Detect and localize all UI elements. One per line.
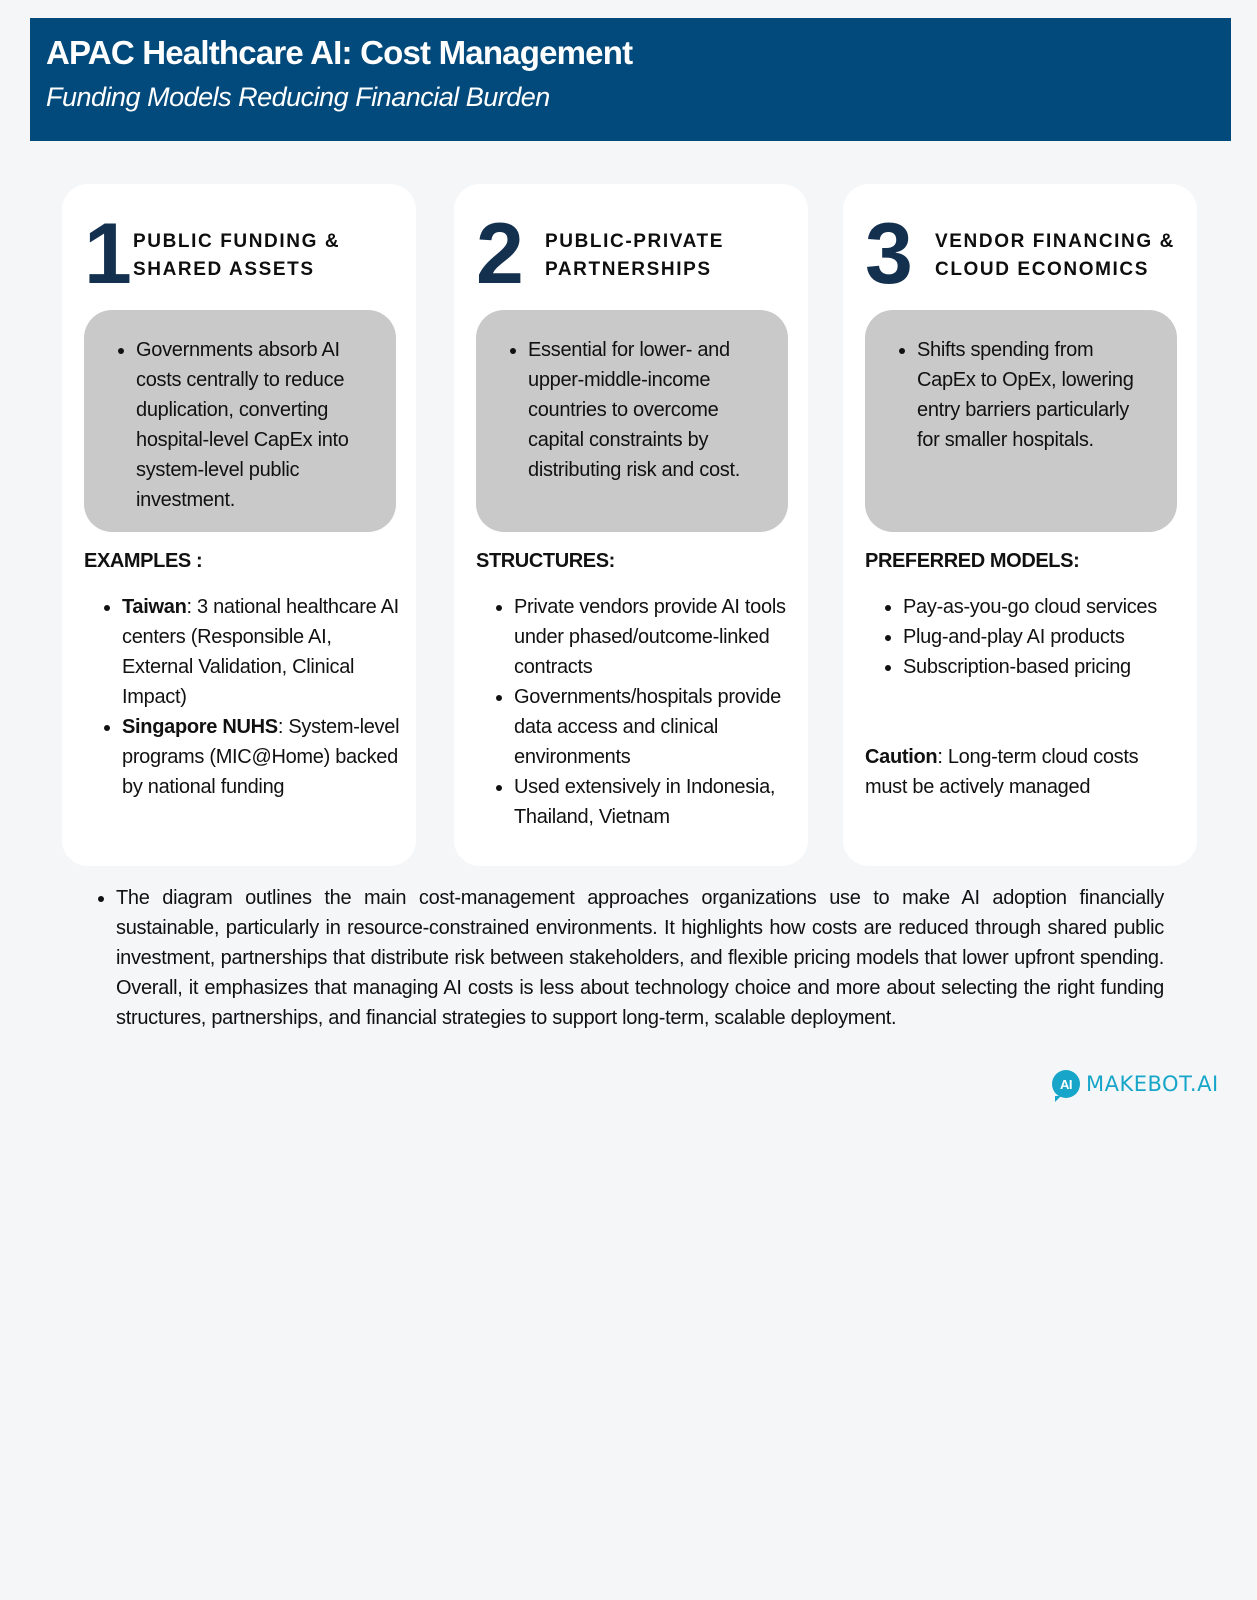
page-subtitle: Funding Models Reducing Financial Burden	[46, 82, 550, 112]
list-item-text: : 3 national healthcare AI centers (Responsible AI, External Validation, Clinical Impact)	[122, 596, 399, 708]
list-item: • Pay-as-you-go cloud services	[903, 592, 1185, 622]
card-title-line2: CLOUD ECONOMICS	[935, 259, 1149, 280]
structures-list	[476, 592, 796, 832]
list-item: • Private vendors provide AI tools under phased/outcome-linked contracts	[514, 592, 796, 682]
caution-note	[865, 742, 1175, 802]
card-summary: • Shifts spending from CapEx to OpEx, lowering entry barriers particularly for smaller hospitals.	[917, 335, 1147, 455]
section-heading: PREFERRED MODELS:	[865, 550, 1080, 572]
card-title	[133, 228, 408, 284]
footnote	[92, 883, 1164, 1033]
list-item: • Subscription-based pricing	[903, 652, 1185, 682]
card-vendor-financing	[843, 184, 1197, 866]
card-title	[935, 228, 1210, 284]
list-item: • Plug-and-play AI products	[903, 622, 1185, 652]
models-list	[865, 592, 1185, 682]
list-item-bold: Taiwan	[122, 596, 187, 618]
card-number: 2	[476, 206, 522, 302]
list-item-text: : System-level programs (MIC@Home) backed by national funding	[122, 716, 400, 798]
card-title-line2: SHARED ASSETS	[133, 259, 315, 280]
card-public-private	[454, 184, 808, 866]
examples-list	[84, 592, 404, 802]
section-heading: EXAMPLES :	[84, 550, 203, 572]
card-summary: • Governments absorb AI costs centrally to reduce duplication, converting hospital-level CapEx into system-level public investment.	[136, 335, 366, 515]
list-item: • Used extensively in Indonesia, Thailand, Vietnam	[514, 772, 796, 832]
card-number: 3	[865, 206, 911, 302]
list-item-bold: Singapore NUHS	[122, 716, 278, 738]
chat-bubble-icon: AI	[1052, 1070, 1080, 1098]
list-item	[122, 592, 404, 712]
card-title-line2: PARTNERSHIPS	[545, 259, 712, 280]
card-title	[545, 228, 820, 284]
card-summary-box	[865, 310, 1177, 532]
footnote-text: • The diagram outlines the main cost-management approaches organizations use to make AI adoption financially sustainable, particularly in resource-constrained environments. It highlights how costs are reduced through shared public investment, partnerships that distribute risk between stakeholders, and flexible pricing models that lower upfront spending. Overall, it emphasizes that managing AI costs is less about technology choice and more about selecting the right funding structures, partnerships, and financial strategies to support long-term, scalable deployment.	[116, 883, 1164, 1033]
card-summary-box	[84, 310, 396, 532]
card-public-funding	[62, 184, 416, 866]
card-title-line1: PUBLIC FUNDING &	[133, 231, 341, 252]
makebot-logo	[1052, 1068, 1219, 1100]
logo-wordmark: MAKEBOT.AI	[1086, 1072, 1219, 1096]
list-item: • Governments/hospitals provide data access and clinical environments	[514, 682, 796, 772]
page-header	[30, 18, 1231, 141]
page-title: APAC Healthcare AI: Cost Management	[46, 34, 633, 71]
caution-label: Caution	[865, 746, 938, 768]
card-title-line1: PUBLIC-PRIVATE	[545, 231, 724, 252]
caution-text: : Long-term cloud costs must be actively managed	[865, 746, 1139, 798]
card-summary: • Essential for lower- and upper-middle-income countries to overcome capital constraints by distributing risk and cost.	[528, 335, 758, 485]
card-title-line1: VENDOR FINANCING &	[935, 231, 1175, 252]
card-number: 1	[84, 206, 130, 302]
list-item	[122, 712, 404, 802]
card-summary-box	[476, 310, 788, 532]
section-heading: STRUCTURES:	[476, 550, 615, 572]
